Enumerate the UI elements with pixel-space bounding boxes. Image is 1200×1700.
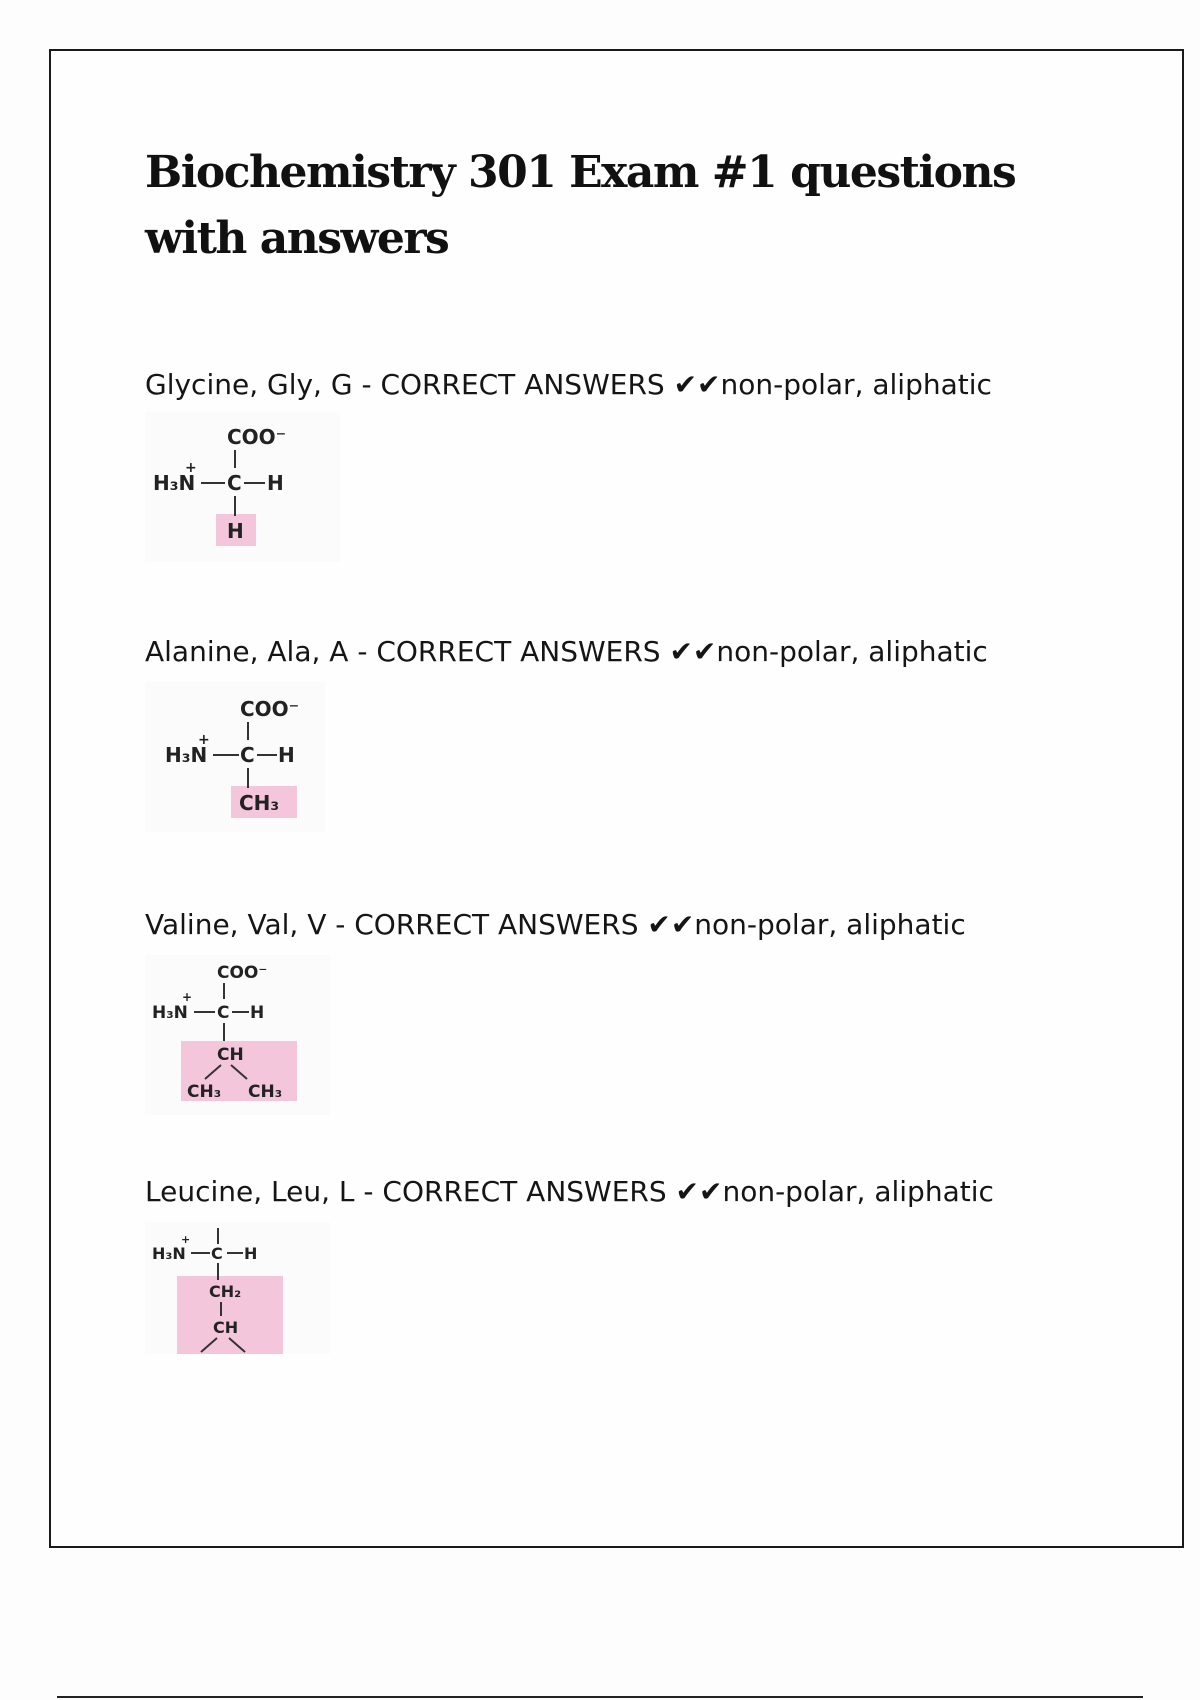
structure-label: H₃N [153,471,196,495]
structure-label: CH₂ [209,1282,242,1301]
leucine-structure-icon [145,1222,330,1354]
bottom-divider [57,1696,1143,1698]
glycine-structure-icon [145,412,340,562]
structure-label: C [240,743,255,767]
question-glycine: Glycine, Gly, G - CORRECT ANSWERS ✔✔non-polar, aliphatic [145,368,992,401]
structure-label: H₃N [152,1244,186,1263]
structure-label: H [278,743,295,767]
structure-label: H [267,471,284,495]
question-alanine: Alanine, Ala, A - CORRECT ANSWERS ✔✔non-polar, aliphatic [145,635,988,668]
structure-label: COO⁻ [240,697,300,721]
structure-label: CH₃ [187,1082,222,1102]
structure-label: + [182,990,193,1004]
valine-structure-icon [145,955,330,1115]
structure-label: H [244,1244,258,1263]
structure-label: C [211,1244,223,1263]
structure-label: + [198,732,210,748]
structure-label: C [227,471,242,495]
structure-label: COO⁻ [227,425,287,449]
structure-label: + [185,460,197,476]
structure-label: COO⁻ [217,963,268,983]
structure-label: CH [213,1318,239,1337]
structure-label: H [227,519,244,543]
structure-label: + [181,1233,191,1246]
question-valine: Valine, Val, V - CORRECT ANSWERS ✔✔non-polar, aliphatic [145,908,966,941]
structure-label: CH₃ [248,1082,283,1102]
question-leucine: Leucine, Leu, L - CORRECT ANSWERS ✔✔non-polar, aliphatic [145,1175,994,1208]
structure-label: CH [217,1045,244,1065]
structure-label: H [250,1003,265,1023]
structure-label: H₃N [152,1003,188,1023]
page-title: Biochemistry 301 Exam #1 questions with answers [145,147,1016,264]
structure-label: H₃N [165,743,208,767]
structure-label: C [217,1003,230,1023]
alanine-structure-icon [145,682,325,832]
structure-label: CH₃ [239,791,280,815]
